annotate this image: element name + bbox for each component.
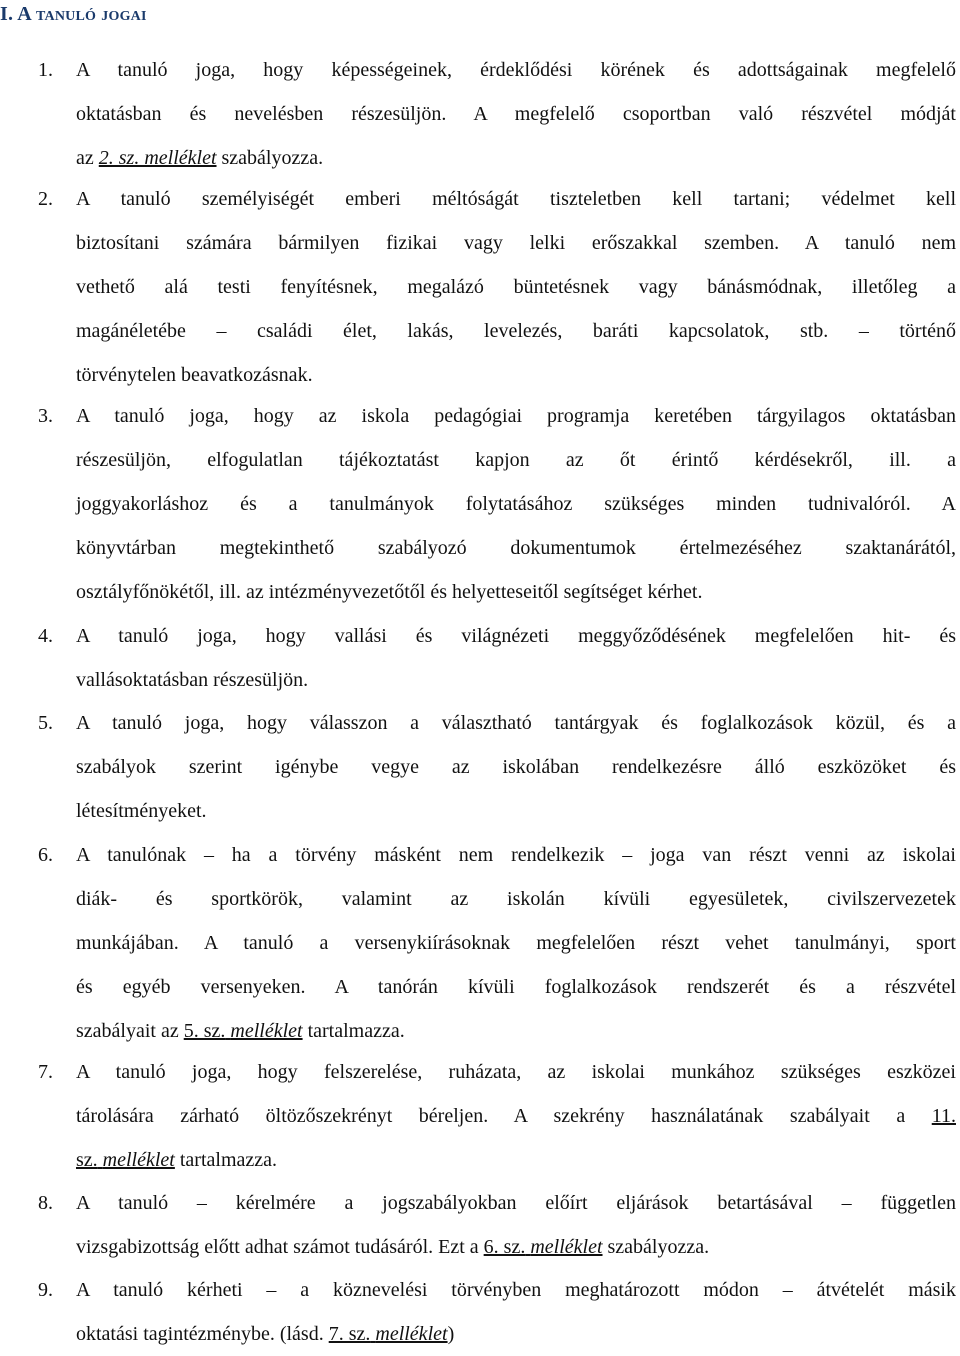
appendix-reference-word: melléklet xyxy=(375,1323,448,1345)
appendix-reference-number: 6. sz. xyxy=(483,1236,526,1258)
text-line: A tanuló kérheti – a köznevelési törvényben meghatározott módon – átvételét másik xyxy=(76,1279,956,1301)
text-line: létesítményeket. xyxy=(76,800,207,822)
appendix-reference-number: 5. sz. xyxy=(183,1020,226,1042)
appendix-reference-link[interactable] xyxy=(76,1149,175,1171)
appendix-reference-word: melléklet xyxy=(530,1236,603,1258)
item-text-continued xyxy=(76,92,956,180)
text-fragment: tárolására zárható öltözőszekrényt béreljen. A szekrény használatának szabályait a xyxy=(76,1105,932,1127)
text-line: A tanuló joga, hogy az iskola pedagógiai programja keretében tárgyilagos oktatásban xyxy=(76,405,956,427)
text-line: osztályfőnökétől, ill. az intézményvezetőtől és helyetteseitől segítséget kérhet. xyxy=(76,581,703,603)
text-fragment: oktatási tagintézménybe. (lásd. xyxy=(76,1323,329,1345)
item-text xyxy=(76,1268,956,1356)
text-fragment: szabályozza. xyxy=(216,147,324,169)
text-line: A tanuló joga, hogy felszerelése, ruházata, az iskolai munkához szükséges eszközei xyxy=(76,1061,956,1083)
appendix-reference-word: melléklet xyxy=(230,1020,303,1042)
item-text xyxy=(76,614,956,702)
text-line: munkájában. A tanuló a versenykiírásoknak megfelelően részt vehet tanulmányi, sport xyxy=(76,932,956,954)
item-number: 8. xyxy=(38,1192,53,1214)
item-text xyxy=(76,701,956,833)
text-line: és egyéb versenyeken. A tanórán kívüli foglalkozások rendszerét és a részvétel xyxy=(76,976,956,998)
item-number: 2. xyxy=(38,188,53,210)
text-fragment: szabályozza. xyxy=(602,1236,710,1258)
text-line: vethető alá testi fenyítésnek, megalázó büntetésnek vagy bánásmódnak, illetőleg a xyxy=(76,276,956,298)
text-line xyxy=(76,1009,956,1053)
item-text xyxy=(76,833,956,1053)
text-line: vallásoktatásban részesüljön. xyxy=(76,669,309,691)
item-number: 4. xyxy=(38,625,53,647)
text-line: szabályok szerint igénybe vegye az iskolában rendelkezésre álló eszközöket és xyxy=(76,756,956,778)
appendix-reference-link[interactable] xyxy=(184,1020,303,1042)
text-line xyxy=(76,136,956,180)
text-line: A tanuló joga, hogy válasszon a választható tantárgyak és foglalkozások közül, és a xyxy=(76,712,956,734)
item-number: 7. xyxy=(38,1061,53,1083)
appendix-reference-word: melléklet xyxy=(102,1149,175,1171)
item-text xyxy=(76,48,956,92)
text-fragment: ) xyxy=(447,1323,455,1345)
text-line xyxy=(76,1225,956,1269)
text-line: A tanuló személyiségét emberi méltóságát tiszteletben kell tartani; védelmet kell xyxy=(76,188,956,210)
text-line xyxy=(76,1138,956,1182)
section-heading: I. A tanuló jogai xyxy=(0,3,147,25)
item-text xyxy=(76,1050,956,1182)
item-number: 5. xyxy=(38,712,53,734)
appendix-reference-number: sz. xyxy=(76,1149,98,1171)
text-line: biztosítani számára bármilyen fizikai vagy lelki erőszakkal szemben. A tanuló nem xyxy=(76,232,956,254)
appendix-reference-link[interactable] xyxy=(329,1323,448,1345)
appendix-reference-number[interactable]: 11. xyxy=(931,1105,956,1127)
text-line: A tanulónak – ha a törvény másként nem rendelkezik – joga van részt venni az iskolai xyxy=(76,844,956,866)
item-number: 1. xyxy=(38,59,53,81)
text-fragment: szabályait az xyxy=(76,1020,184,1042)
appendix-reference-link[interactable]: 2. sz. melléklet xyxy=(98,147,217,169)
text-line: A tanuló – kérelmére a jogszabályokban előírt eljárások betartásával – független xyxy=(76,1192,956,1214)
text-fragment: tartalmazza. xyxy=(302,1020,405,1042)
item-number: 9. xyxy=(38,1279,53,1301)
text-line xyxy=(76,1094,956,1138)
text-line: A tanuló joga, hogy vallási és világnézeti meggyőződésének megfelelően hit- és xyxy=(76,625,956,647)
text-fragment: vizsgabizottság előtt adhat számot tudásáról. Ezt a xyxy=(76,1236,484,1258)
item-number: 6. xyxy=(38,844,53,866)
item-text xyxy=(76,1181,956,1269)
appendix-reference-number: 7. sz. xyxy=(328,1323,371,1345)
text-line: részesüljön, elfogulatlan tájékoztatást kapjon az őt érintő kérdésekről, ill. a xyxy=(76,449,956,471)
appendix-reference-link[interactable] xyxy=(484,1236,603,1258)
text-line: joggyakorláshoz és a tanulmányok folytatásához szükséges minden tudnivalóról. A xyxy=(76,493,956,515)
text-line: törvénytelen beavatkozásnak. xyxy=(76,364,313,386)
text-line: diák- és sportkörök, valamint az iskolán kívüli egyesületek, civilszervezetek xyxy=(76,888,956,910)
text-line: könyvtárban megtekinthető szabályozó dokumentumok értelmezéséhez szaktanárától, xyxy=(76,537,956,559)
text-line: oktatásban és nevelésben részesüljön. A megfelelő csoportban való részvétel módját xyxy=(76,103,956,125)
item-number: 3. xyxy=(38,405,53,427)
text-line: A tanuló joga, hogy képességeinek, érdeklődési körének és adottságainak megfelelő xyxy=(76,59,956,81)
text-line: magánéletébe – családi élet, lakás, levelezés, baráti kapcsolatok, stb. – történő xyxy=(76,320,956,342)
item-text xyxy=(76,177,956,397)
text-fragment: tartalmazza. xyxy=(174,1149,278,1171)
text-line xyxy=(76,1312,956,1356)
item-text xyxy=(76,394,956,614)
text-fragment: az xyxy=(76,147,99,169)
